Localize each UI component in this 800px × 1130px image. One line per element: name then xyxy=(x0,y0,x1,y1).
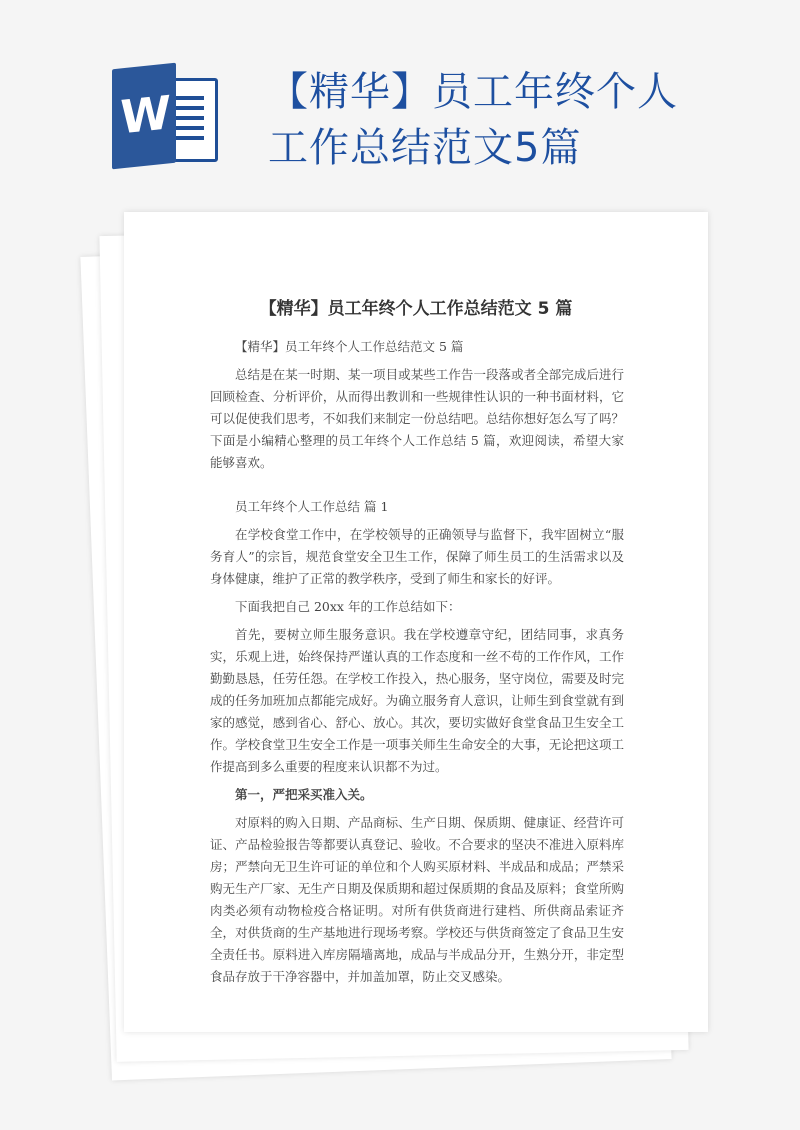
paragraph-5: 对原料的购入日期、产品商标、生产日期、保质期、健康证、经营许可证、产品检验报告等都要认真登记、验收。不合要求的坚决不准进入原料库房；严禁向无卫生许可证的单位和个人购买原材料、半成品和成品；严禁采购无生产厂家、无生产日期及保质期和超过保质期的食品及原料；食堂所购肉类必须有动物检疫合格证明。对所有供货商进行建档、所供商品索证齐全，对供货商的生产基地进行现场考察。学校还与供货商签定了食品卫生安全责任书。原料进入库房隔墙离地，成品与半成品分开，生熟分开，非定型食品存放于干净容器中，并加盖加罩，防止交叉感染。 xyxy=(210,815,624,984)
banner-title: 【精华】员工年终个人工作总结范文5篇 xyxy=(268,69,678,171)
document-title: 【精华】员工年终个人工作总结范文 5 篇 xyxy=(259,299,573,319)
document-subtitle: 【精华】员工年终个人工作总结范文 5 篇 xyxy=(235,339,464,354)
paragraph-2: 下面我把自己 20xx 年的工作总结如下： xyxy=(235,599,461,614)
paragraph-4-heading: 第一，严把采买准入关。 xyxy=(235,787,373,802)
word-logo-icon xyxy=(112,63,176,170)
word-app-icon xyxy=(112,66,216,166)
section-heading: 员工年终个人工作总结 篇 1 xyxy=(235,499,389,514)
document-body xyxy=(210,336,624,988)
word-logo-letter: W xyxy=(120,85,171,145)
paragraph-3: 首先，要树立师生服务意识。我在学校遵章守纪，团结同事，求真务实，乐观上进，始终保持严谨认真的工作态度和一丝不苟的工作作风，工作勤勤恳恳，任劳任怨。在学校工作投入，热心服务，坚守岗位，需要及时完成的任务加班加点都能完成好。为确立服务育人意识，让师生到食堂就有到家的感觉，感到省心、舒心、放心。其次，要切实做好食堂食品卫生安全工作。学校食堂卫生安全工作是一项事关师生生命安全的大事，无论把这项工作提高到多么重要的程度来认识都不为过。 xyxy=(210,627,624,774)
intro-paragraph: 总结是在某一时期、某一项目或某些工作告一段落或者全部完成后进行回顾检查、分析评价，从而得出教训和一些规律性认识的一种书面材料，它可以促使我们思考，不如我们来制定一份总结吧。总结你想好怎么写了吗？下面是小编精心整理的员工年终个人工作总结 5 篇，欢迎阅读，希望大家能够喜欢。 xyxy=(210,367,624,470)
paragraph-1: 在学校食堂工作中，在学校领导的正确领导与监督下，我牢固树立“服务育人”的宗旨，规范食堂安全卫生工作，保障了师生员工的生活需求以及身体健康，维护了正常的教学秩序，受到了师生和家长的好评。 xyxy=(210,527,624,586)
